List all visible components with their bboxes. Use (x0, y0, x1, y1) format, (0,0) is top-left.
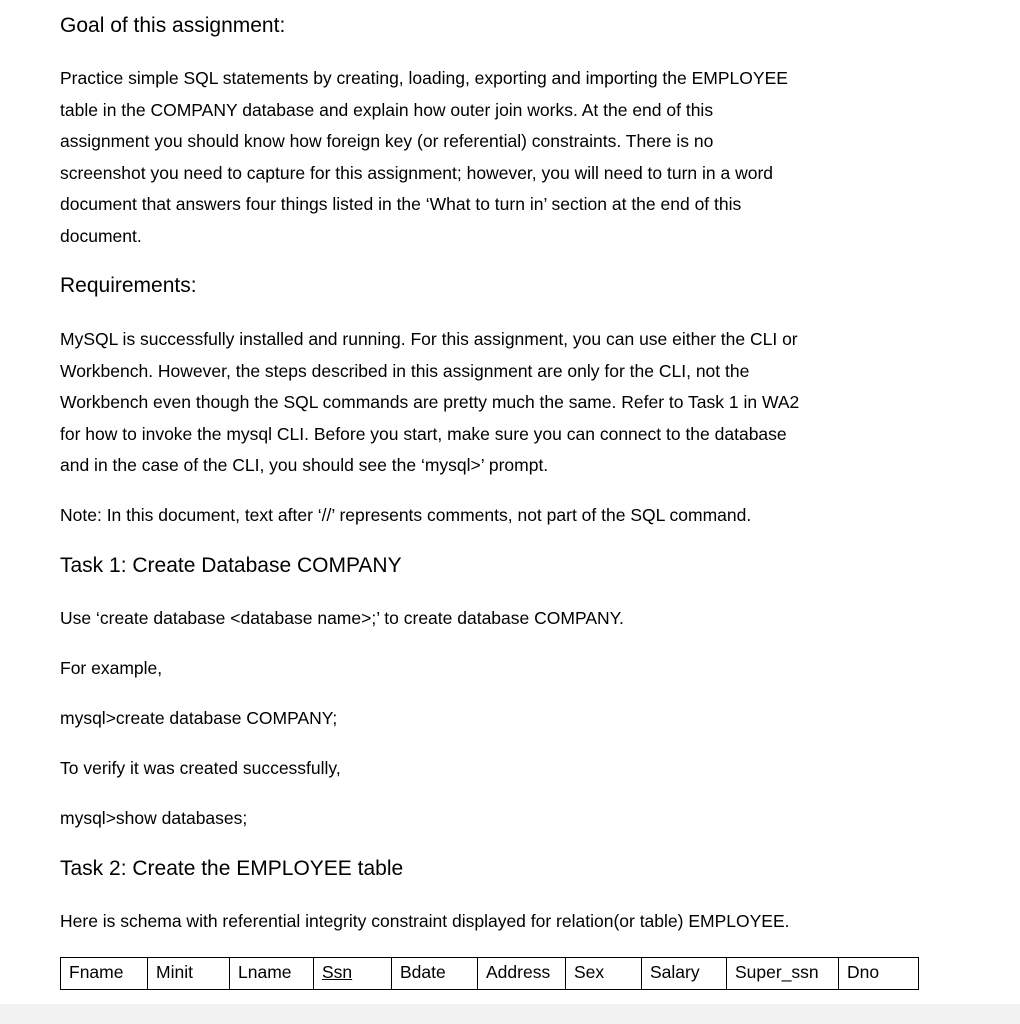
goal-heading: Goal of this assignment: (60, 14, 286, 37)
schema-intro: Here is schema with referential integrity constraint displayed for relation(or table) EMPLOYEE. (60, 911, 790, 931)
goal-line: document that answers four things listed in the ‘What to turn in’ section at the end of this (60, 194, 742, 214)
task1-instruction: Use ‘create database <database name>;’ to create database COMPANY. (60, 608, 624, 628)
schema-column-fname: Fname (61, 958, 148, 990)
requirements-heading: Requirements: (60, 274, 197, 297)
employee-schema-table (60, 957, 919, 990)
goal-line: document. (60, 225, 142, 246)
primary-key-ssn: Ssn (322, 962, 353, 982)
schema-column-sex: Sex (566, 958, 642, 990)
example-label: For example, (60, 658, 163, 678)
schema-column-minit: Minit (148, 958, 230, 990)
task1-heading: Task 1: Create Database COMPANY (60, 554, 402, 577)
goal-paragraph (60, 63, 788, 252)
verify-label: To verify it was created successfully, (60, 758, 341, 778)
page-bottom-shade (0, 1004, 1020, 1024)
schema-column-super-ssn: Super_ssn (727, 958, 839, 990)
requirements-paragraph (60, 324, 799, 482)
goal-line: table in the COMPANY database and explain how outer join works. At the end of this (60, 99, 714, 120)
schema-column-ssn (314, 958, 392, 990)
requirements-line: Workbench even though the SQL commands are pretty much the same. Refer to Task 1 in WA2 (60, 392, 800, 412)
requirements-line: MySQL is successfully installed and running. For this assignment, you can use either the CLI or (60, 329, 798, 349)
show-databases-command: mysql>show databases; (60, 808, 248, 828)
task2-heading: Task 2: Create the EMPLOYEE table (60, 857, 404, 880)
schema-row (61, 958, 919, 990)
goal-line: assignment you should know how foreign key (or referential) constraints. There is no (60, 131, 714, 151)
schema-column-dno: Dno (839, 958, 919, 990)
requirements-line: Workbench. However, the steps described in this assignment are only for the CLI, not the (60, 360, 750, 381)
schema-column-lname: Lname (230, 958, 314, 990)
schema-column-address: Address (478, 958, 566, 990)
requirements-line: for how to invoke the mysql CLI. Before you start, make sure you can connect to the database (60, 423, 787, 444)
create-database-command: mysql>create database COMPANY; (60, 708, 338, 728)
schema-column-salary: Salary (642, 958, 727, 990)
note-text: Note: In this document, text after ‘//’ represents comments, not part of the SQL command. (60, 505, 752, 525)
goal-line: screenshot you need to capture for this assignment; however, you will need to turn in a word (60, 162, 774, 183)
requirements-line: and in the case of the CLI, you should see the ‘mysql>’ prompt. (60, 455, 549, 475)
schema-column-bdate: Bdate (392, 958, 478, 990)
goal-line: Practice simple SQL statements by creating, loading, exporting and importing the EMPLOYEE (60, 68, 788, 88)
